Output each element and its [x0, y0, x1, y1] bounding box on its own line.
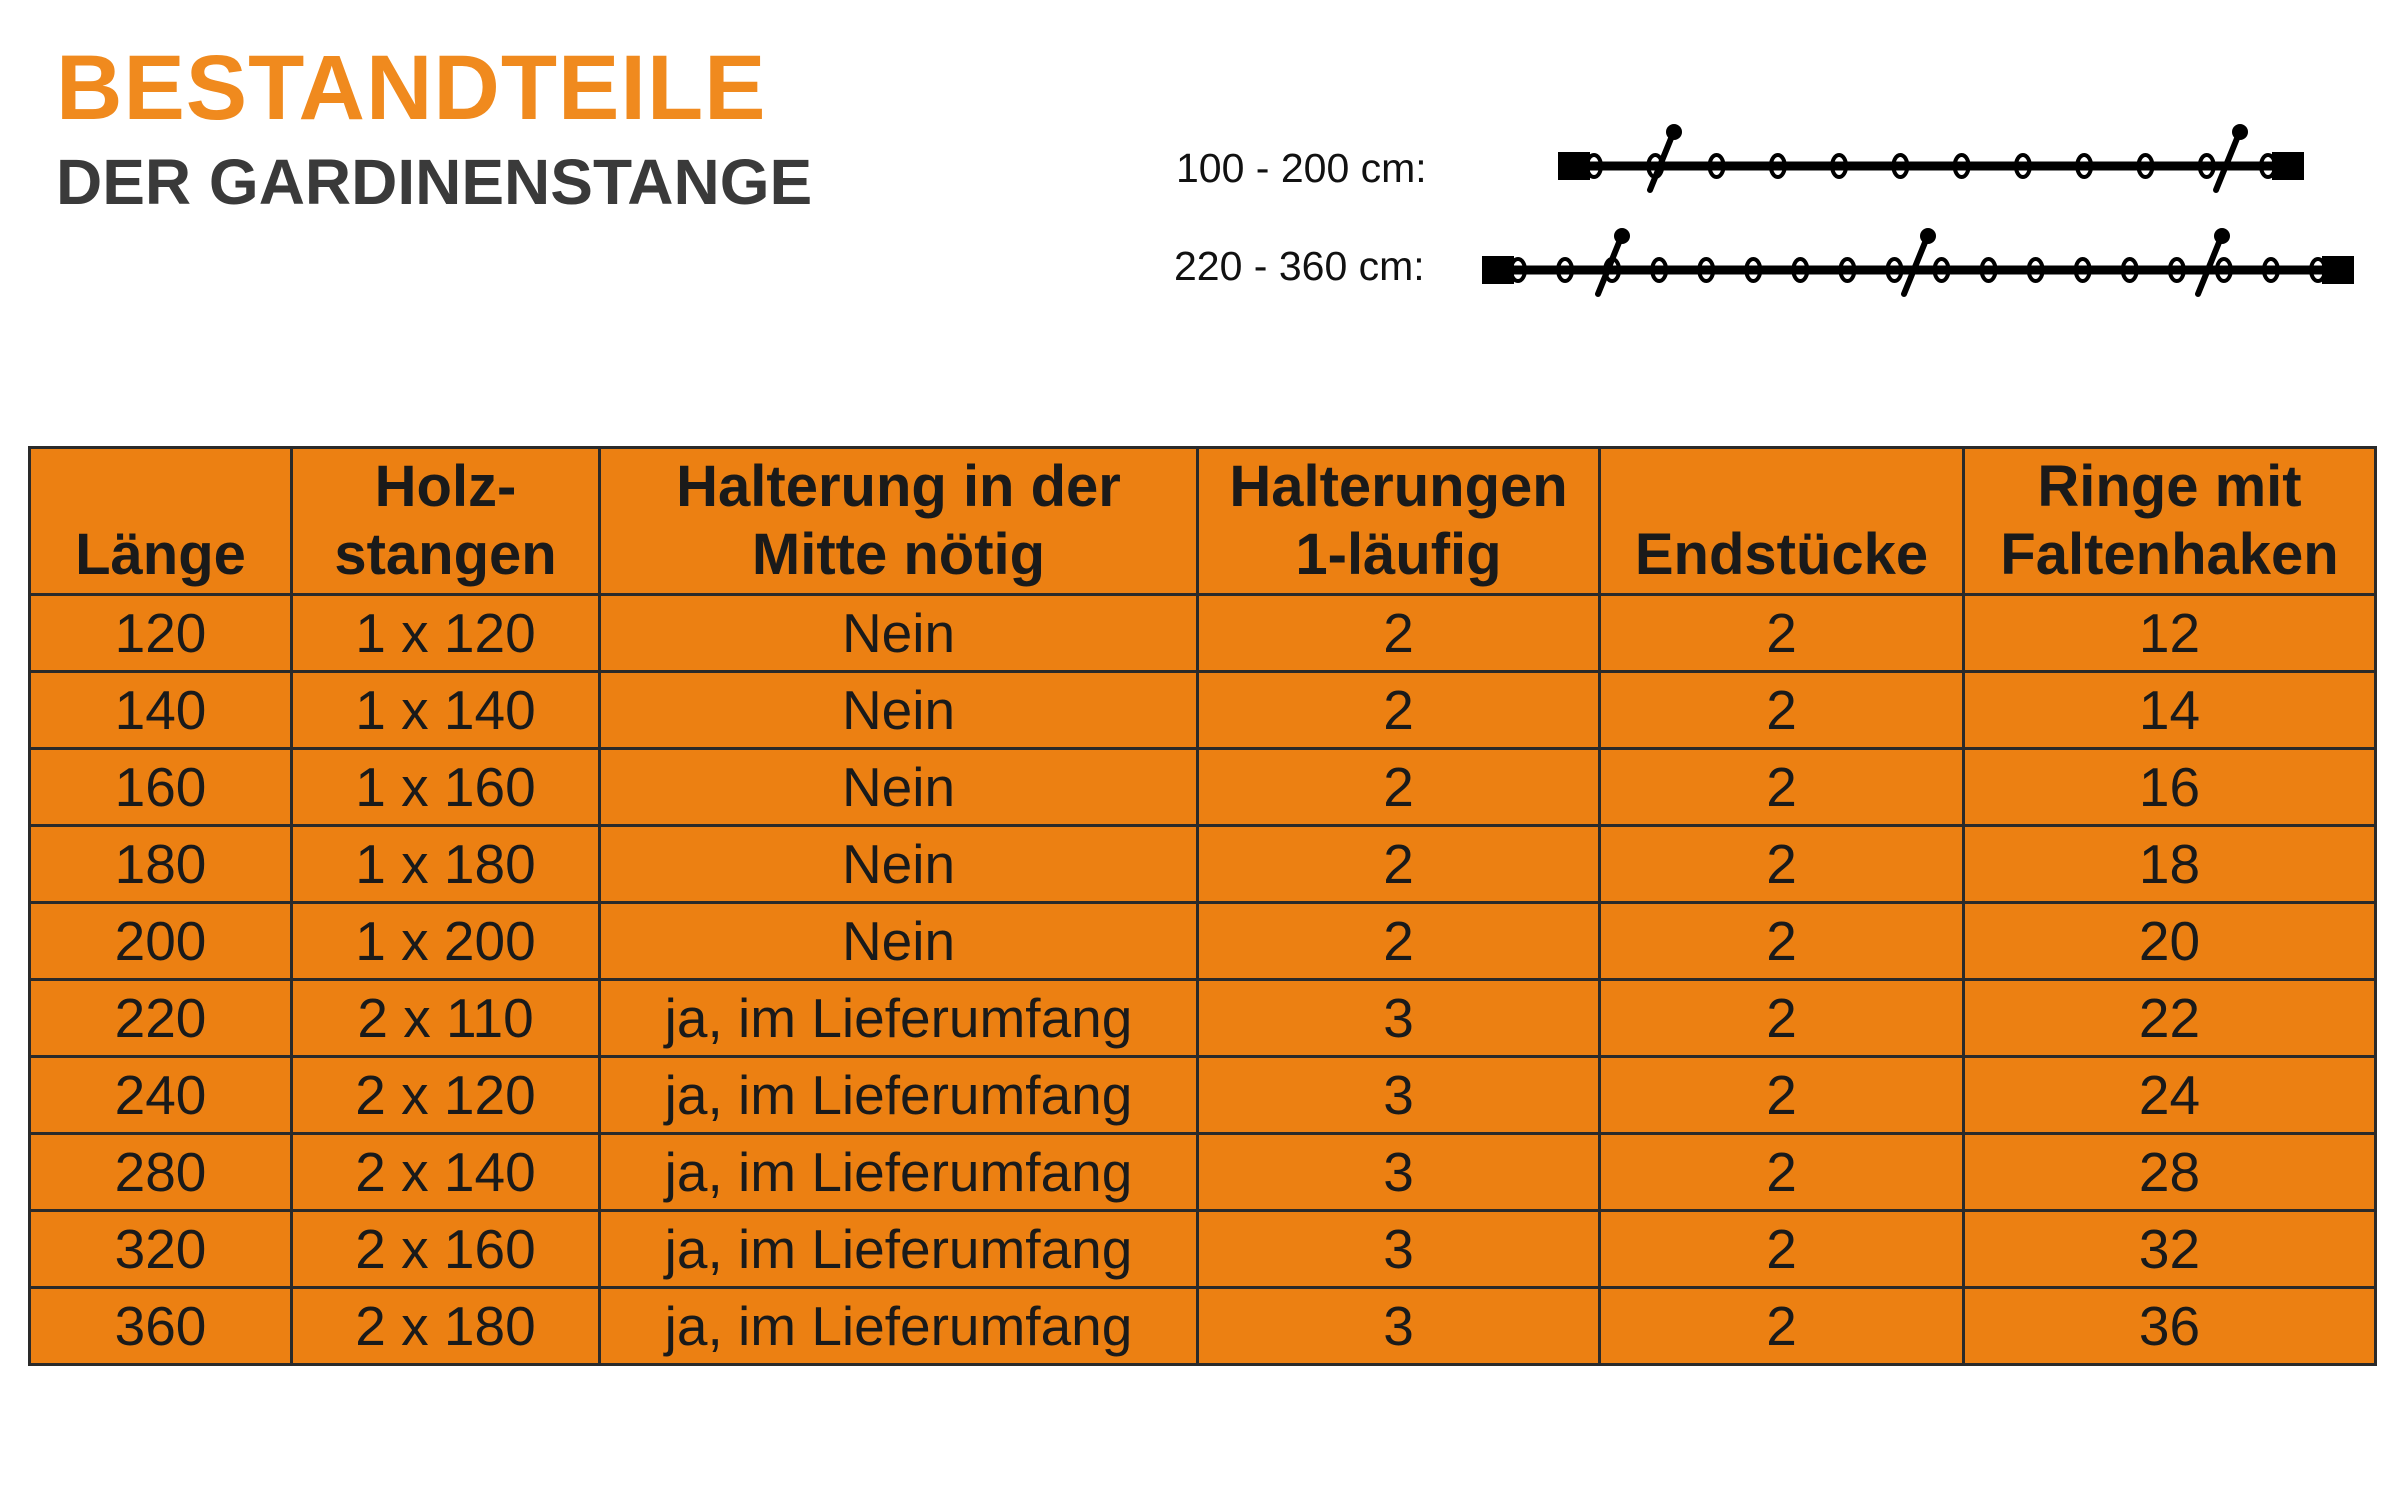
table-cell-ringe: 32	[1964, 1211, 2376, 1288]
rod-long-bracket-knob	[1920, 228, 1936, 244]
table-cell-holzstangen: 2 x 140	[292, 1134, 600, 1211]
table-cell-holzstangen: 2 x 180	[292, 1288, 600, 1365]
table-cell-ringe: 16	[1964, 749, 2376, 826]
page-subtitle: DER GARDINENSTANGE	[56, 146, 813, 218]
table-cell-laenge: 240	[30, 1057, 292, 1134]
table-cell-laenge: 200	[30, 903, 292, 980]
table-cell-halterungen: 3	[1198, 980, 1600, 1057]
table-cell-halterung-mitte: Nein	[600, 749, 1198, 826]
table-cell-ringe: 18	[1964, 826, 2376, 903]
table-cell-endstuecke: 2	[1600, 1211, 1964, 1288]
table-cell-laenge: 280	[30, 1134, 292, 1211]
table-cell-laenge: 180	[30, 826, 292, 903]
table-cell-halterungen: 2	[1198, 749, 1600, 826]
table-cell-halterungen: 3	[1198, 1211, 1600, 1288]
column-header-ringe: Ringe mit Faltenhaken	[1964, 448, 2376, 595]
table-row	[30, 980, 2376, 1057]
table-cell-halterungen: 3	[1198, 1057, 1600, 1134]
table-cell-halterungen: 2	[1198, 595, 1600, 672]
table-cell-halterung-mitte: ja, im Lieferumfang	[600, 1288, 1198, 1365]
table-cell-ringe: 14	[1964, 672, 2376, 749]
table-cell-endstuecke: 2	[1600, 749, 1964, 826]
column-header-endstuecke: Endstücke	[1600, 448, 1964, 595]
table-cell-endstuecke: 2	[1600, 595, 1964, 672]
table-row	[30, 826, 2376, 903]
table-cell-laenge: 320	[30, 1211, 292, 1288]
table-row	[30, 672, 2376, 749]
table-cell-halterungen: 2	[1198, 826, 1600, 903]
column-header-holzstangen: Holz- stangen	[292, 448, 600, 595]
table-cell-holzstangen: 1 x 120	[292, 595, 600, 672]
table-cell-holzstangen: 2 x 110	[292, 980, 600, 1057]
table-cell-endstuecke: 2	[1600, 980, 1964, 1057]
table-header-row	[30, 448, 2376, 595]
table-cell-halterungen: 2	[1198, 903, 1600, 980]
table-row	[30, 1057, 2376, 1134]
table-cell-holzstangen: 1 x 140	[292, 672, 600, 749]
table-cell-ringe: 28	[1964, 1134, 2376, 1211]
table-row	[30, 1134, 2376, 1211]
table-row	[30, 749, 2376, 826]
table-row	[30, 903, 2376, 980]
column-header-laenge: Länge	[30, 448, 292, 595]
rod-long-bracket-knob	[2214, 228, 2230, 244]
table-cell-laenge: 160	[30, 749, 292, 826]
table-cell-endstuecke: 2	[1600, 1057, 1964, 1134]
table-cell-laenge: 220	[30, 980, 292, 1057]
rod-label-short: 100 - 200 cm:	[1176, 145, 1427, 191]
table-cell-holzstangen: 1 x 180	[292, 826, 600, 903]
table-cell-halterungen: 3	[1198, 1134, 1600, 1211]
table-cell-halterung-mitte: ja, im Lieferumfang	[600, 980, 1198, 1057]
rod-short-bracket-knob	[2232, 124, 2248, 140]
table-cell-halterung-mitte: Nein	[600, 672, 1198, 749]
table-cell-endstuecke: 2	[1600, 1288, 1964, 1365]
page-title: BESTANDTEILE	[56, 37, 767, 139]
table-cell-ringe: 20	[1964, 903, 2376, 980]
rod-short-bracket-knob	[1666, 124, 1682, 140]
table-row	[30, 1288, 2376, 1365]
table-row	[30, 1211, 2376, 1288]
table-cell-endstuecke: 2	[1600, 1134, 1964, 1211]
table-cell-halterungen: 3	[1198, 1288, 1600, 1365]
table-cell-endstuecke: 2	[1600, 826, 1964, 903]
table-cell-endstuecke: 2	[1600, 903, 1964, 980]
table-cell-halterung-mitte: Nein	[600, 903, 1198, 980]
column-header-halterung-mitte: Halterung in der Mitte nötig	[600, 448, 1198, 595]
table-cell-laenge: 360	[30, 1288, 292, 1365]
components-table	[28, 446, 2377, 1366]
table-cell-halterung-mitte: ja, im Lieferumfang	[600, 1134, 1198, 1211]
table-cell-ringe: 12	[1964, 595, 2376, 672]
table-cell-ringe: 24	[1964, 1057, 2376, 1134]
table-cell-holzstangen: 1 x 160	[292, 749, 600, 826]
table-cell-halterung-mitte: Nein	[600, 595, 1198, 672]
table-cell-halterungen: 2	[1198, 672, 1600, 749]
rod-label-long: 220 - 360 cm:	[1174, 243, 1425, 289]
column-header-halterungen: Halterungen 1-läufig	[1198, 448, 1600, 595]
table-cell-halterung-mitte: ja, im Lieferumfang	[600, 1057, 1198, 1134]
table-row	[30, 595, 2376, 672]
table-cell-laenge: 120	[30, 595, 292, 672]
table-cell-holzstangen: 2 x 120	[292, 1057, 600, 1134]
rod-long-bracket-knob	[1614, 228, 1630, 244]
curtain-rod-diagram	[0, 0, 2400, 320]
table-cell-ringe: 36	[1964, 1288, 2376, 1365]
table-cell-laenge: 140	[30, 672, 292, 749]
table-cell-ringe: 22	[1964, 980, 2376, 1057]
table-cell-halterung-mitte: Nein	[600, 826, 1198, 903]
table-cell-endstuecke: 2	[1600, 672, 1964, 749]
table-cell-halterung-mitte: ja, im Lieferumfang	[600, 1211, 1198, 1288]
table-cell-holzstangen: 1 x 200	[292, 903, 600, 980]
table-cell-holzstangen: 2 x 160	[292, 1211, 600, 1288]
